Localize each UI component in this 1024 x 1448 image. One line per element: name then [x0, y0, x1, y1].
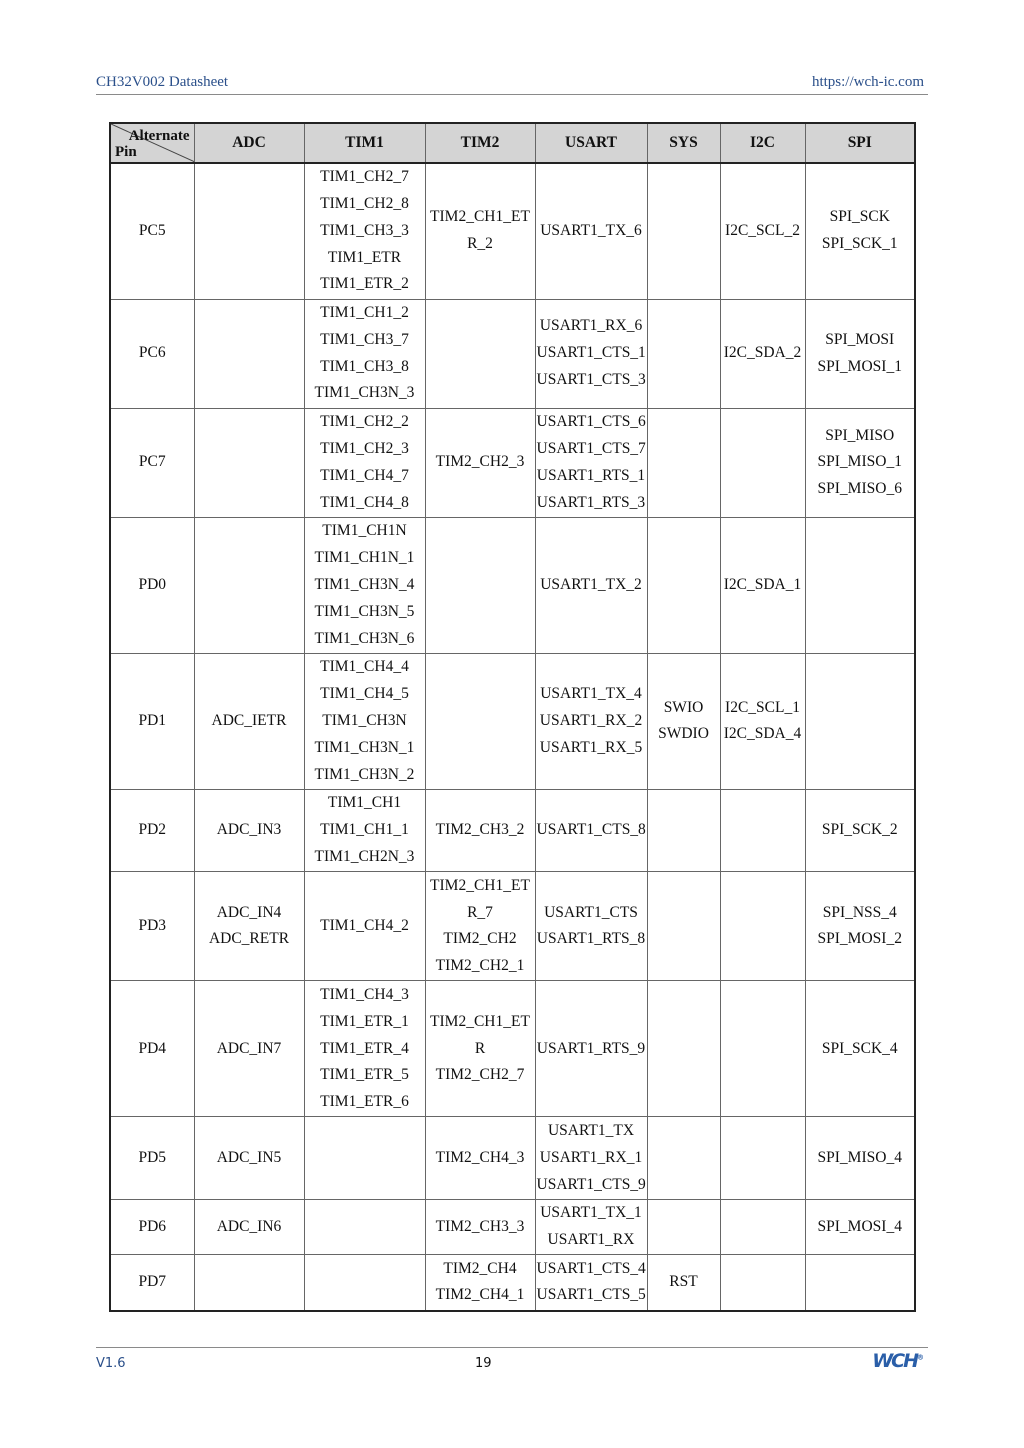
table-row: [110, 408, 915, 517]
tim1-cell: [304, 1199, 425, 1255]
tim1-function-label: TIM1_CH3N_4: [314, 575, 415, 593]
usart-cell: [535, 408, 647, 517]
tim1-function-label: TIM1_CH4_2: [320, 916, 409, 934]
spi-function-label: SPI_MISO_1: [817, 453, 902, 471]
spi-cell: [805, 299, 915, 408]
adc-function-label: ADC_IN5: [216, 1148, 282, 1166]
tim1-function-label: TIM1_ETR: [327, 248, 402, 266]
pin-name-cell: PC7: [110, 408, 194, 517]
adc-cell: [194, 653, 304, 789]
usart-function-label: USART1_CTS_3: [536, 370, 646, 388]
tim1-function-label: TIM1_CH4_8: [320, 493, 409, 511]
pin-name-cell: PD5: [110, 1117, 194, 1199]
tim1-function-label: TIM1_CH2_7: [320, 168, 409, 186]
spi-function-label: SPI_MISO: [825, 426, 895, 444]
column-header-tim1: TIM1: [304, 123, 425, 163]
tim1-cell: [304, 408, 425, 517]
tim1-function-label: TIM1_CH3N_5: [314, 602, 415, 620]
tim1-function-label: TIM1_CH2_8: [320, 195, 409, 213]
i2c-cell: [720, 299, 805, 408]
tim1-cell: [304, 653, 425, 789]
tim1-cell: [304, 1117, 425, 1199]
usart-function-label: USART1_TX_6: [540, 221, 642, 239]
sys-cell: [647, 517, 720, 653]
i2c-cell: [720, 517, 805, 653]
tim2-cell: [425, 163, 535, 299]
tim1-function-label: TIM1_CH1N: [322, 522, 407, 540]
usart-function-label: USART1_RX_6: [539, 317, 643, 335]
tim1-function-label: TIM1_CH1N_1: [314, 549, 415, 567]
tim2-cell: [425, 872, 535, 981]
spi-function-label: SPI_MOSI_1: [817, 357, 902, 375]
usart-function-label: USART1_RX_1: [539, 1148, 643, 1166]
tim1-cell: [304, 1255, 425, 1311]
adc-function-label: ADC_RETR: [208, 930, 290, 948]
sys-function-label: SWIO: [663, 698, 704, 716]
adc-function-label: ADC_IN6: [216, 1217, 282, 1235]
i2c-cell: [720, 1255, 805, 1311]
adc-cell: [194, 872, 304, 981]
adc-cell: [194, 1117, 304, 1199]
usart-function-label: USART1_TX_4: [540, 685, 642, 703]
usart-function-label: USART1_RX_2: [539, 711, 643, 729]
i2c-cell: [720, 1199, 805, 1255]
tim1-function-label: TIM1_CH4_7: [320, 466, 409, 484]
spi-function-label: SPI_MOSI: [825, 330, 895, 348]
tim1-function-label: TIM1_ETR_2: [320, 275, 409, 293]
usart-cell: [535, 163, 647, 299]
sys-cell: [647, 653, 720, 789]
usart-function-label: USART1_CTS_7: [536, 439, 646, 457]
i2c-cell: [720, 653, 805, 789]
tim2-cell: [425, 1117, 535, 1199]
tim1-function-label: TIM1_ETR_5: [320, 1066, 409, 1084]
i2c-function-label: I2C_SDA_2: [723, 344, 802, 362]
adc-function-label: ADC_IN3: [216, 821, 282, 839]
tim1-function-label: TIM1_CH4_4: [320, 658, 409, 676]
tim1-function-label: TIM1_CH4_5: [320, 685, 409, 703]
pin-name-cell: PD1: [110, 653, 194, 789]
i2c-function-label: I2C_SDA_4: [723, 725, 802, 743]
tim1-function-label: TIM1_CH3_3: [320, 221, 409, 239]
spi-cell: [805, 517, 915, 653]
pin-name-cell: PD3: [110, 872, 194, 981]
adc-cell: [194, 1199, 304, 1255]
spi-function-label: SPI_SCK_1: [821, 235, 898, 253]
adc-cell: [194, 517, 304, 653]
sys-cell: [647, 981, 720, 1117]
tim2-function-label: TIM2_CH3_3: [435, 1217, 525, 1235]
tim1-function-label: TIM1_CH3N_1: [314, 738, 415, 756]
pin-name-cell: PD2: [110, 789, 194, 871]
tim1-function-label: TIM1_CH4_3: [320, 985, 409, 1003]
adc-function-label: ADC_IN7: [216, 1039, 282, 1057]
usart-cell: [535, 299, 647, 408]
tim1-function-label: TIM1_CH1: [327, 794, 402, 812]
tim2-function-label: TIM2_CH2_7: [435, 1066, 525, 1084]
usart-function-label: USART1_TX_2: [540, 575, 642, 593]
tim1-cell: [304, 163, 425, 299]
adc-cell: [194, 1255, 304, 1311]
usart-function-label: USART1_CTS: [544, 903, 638, 921]
table-row: [110, 653, 915, 789]
sys-cell: [647, 1199, 720, 1255]
table-row: [110, 789, 915, 871]
usart-function-label: USART1_CTS_4: [536, 1259, 646, 1277]
tim1-function-label: TIM1_ETR_4: [320, 1039, 409, 1057]
tim2-function-label: TIM2_CH3_2: [435, 821, 525, 839]
sys-function-label: RST: [669, 1273, 698, 1291]
corner-label-alternate: Alternate: [128, 128, 190, 144]
usart-function-label: USART1_RTS_8: [536, 930, 646, 948]
usart-function-label: USART1_TX_1: [540, 1204, 642, 1222]
website-link[interactable]: https://wch-ic.com: [811, 74, 924, 90]
adc-cell: [194, 163, 304, 299]
spi-function-label: SPI_SCK_4: [821, 1039, 898, 1057]
column-header-sys: SYS: [647, 123, 720, 163]
tim1-function-label: TIM1_ETR_6: [320, 1093, 409, 1111]
i2c-cell: [720, 163, 805, 299]
wch-logo: [872, 1350, 924, 1372]
column-header-adc: ADC: [194, 123, 304, 163]
pin-name-cell: PD6: [110, 1199, 194, 1255]
usart-cell: [535, 517, 647, 653]
i2c-cell: [720, 408, 805, 517]
adc-cell: [194, 408, 304, 517]
spi-cell: [805, 1117, 915, 1199]
tim2-function-label: R_2: [467, 235, 493, 253]
tim2-function-label: TIM2_CH1_ET: [430, 208, 530, 226]
table-row: [110, 1255, 915, 1311]
tim2-cell: [425, 1255, 535, 1311]
usart-function-label: USART1_CTS_6: [536, 413, 646, 431]
adc-cell: [194, 299, 304, 408]
spi-cell: [805, 408, 915, 517]
adc-function-label: ADC_IN4: [216, 903, 282, 921]
spi-cell: [805, 872, 915, 981]
corner-header-cell: [110, 123, 194, 163]
tim1-function-label: TIM1_CH3N: [322, 711, 407, 729]
usart-function-label: USART1_CTS_1: [536, 344, 646, 362]
table-row: [110, 981, 915, 1117]
tim2-cell: [425, 517, 535, 653]
table-body: [110, 163, 915, 1311]
spi-function-label: SPI_MISO_4: [817, 1148, 902, 1166]
tim2-cell: [425, 299, 535, 408]
tim1-function-label: TIM1_CH3N_6: [314, 629, 415, 647]
tim2-function-label: TIM2_CH2: [443, 930, 517, 948]
page-header: [96, 72, 928, 95]
spi-function-label: SPI_MOSI_2: [817, 930, 902, 948]
sys-cell: [647, 1255, 720, 1311]
tim2-cell: [425, 981, 535, 1117]
tim1-cell: [304, 517, 425, 653]
spi-function-label: SPI_NSS_4: [822, 903, 897, 921]
pin-name-cell: PD0: [110, 517, 194, 653]
sys-cell: [647, 163, 720, 299]
tim1-function-label: TIM1_CH3N_3: [314, 384, 415, 402]
tim2-function-label: TIM2_CH1_ET: [430, 876, 530, 894]
tim2-function-label: R_7: [467, 903, 493, 921]
usart-function-label: USART1_RX_5: [539, 738, 643, 756]
table-row: [110, 163, 915, 299]
i2c-cell: [720, 981, 805, 1117]
usart-function-label: USART1_RX: [547, 1231, 635, 1249]
tim1-function-label: TIM1_CH1_1: [320, 821, 409, 839]
document-title: CH32V002 Datasheet: [96, 74, 229, 90]
i2c-function-label: I2C_SCL_2: [725, 221, 800, 239]
i2c-cell: [720, 872, 805, 981]
adc-cell: [194, 981, 304, 1117]
tim1-function-label: TIM1_CH3N_2: [314, 765, 415, 783]
tim1-cell: [304, 299, 425, 408]
tim2-function-label: TIM2_CH4: [443, 1259, 517, 1277]
alternate-function-table: [109, 122, 916, 1312]
version-label: V1.6: [96, 1356, 126, 1371]
usart-cell: [535, 653, 647, 789]
pin-name-cell: PD4: [110, 981, 194, 1117]
usart-function-label: USART1_CTS_5: [536, 1286, 646, 1304]
usart-cell: [535, 872, 647, 981]
corner-label-pin: Pin: [115, 144, 137, 160]
tim1-function-label: TIM1_CH2_2: [320, 413, 409, 431]
tim1-cell: [304, 981, 425, 1117]
usart-function-label: USART1_RTS_3: [536, 493, 646, 511]
table-row: [110, 299, 915, 408]
adc-cell: [194, 789, 304, 871]
tim2-function-label: TIM2_CH4_1: [435, 1286, 525, 1304]
spi-cell: [805, 789, 915, 871]
spi-cell: [805, 981, 915, 1117]
tim2-cell: [425, 408, 535, 517]
spi-function-label: SPI_SCK_2: [821, 821, 898, 839]
tim1-cell: [304, 872, 425, 981]
tim1-function-label: TIM1_CH1_2: [320, 304, 409, 321]
spi-function-label: SPI_MOSI_4: [817, 1217, 902, 1235]
spi-cell: [805, 1199, 915, 1255]
usart-function-label: USART1_TX: [547, 1121, 635, 1139]
adc-function-label: ADC_IETR: [211, 711, 287, 729]
column-header-tim2: TIM2: [425, 123, 535, 163]
tim2-cell: [425, 653, 535, 789]
sys-cell: [647, 872, 720, 981]
tim1-function-label: TIM1_ETR_1: [320, 1012, 409, 1030]
spi-function-label: SPI_SCK: [829, 208, 890, 226]
i2c-cell: [720, 1117, 805, 1199]
tim1-function-label: TIM1_CH2N_3: [314, 847, 415, 865]
i2c-cell: [720, 789, 805, 871]
pin-name-cell: PC5: [110, 163, 194, 299]
usart-cell: [535, 981, 647, 1117]
page-number: 19: [475, 1356, 492, 1371]
spi-cell: [805, 1255, 915, 1311]
tim2-cell: [425, 1199, 535, 1255]
column-header-usart: USART: [535, 123, 647, 163]
spi-cell: [805, 653, 915, 789]
table-row: [110, 872, 915, 981]
pin-name-cell: PD7: [110, 1255, 194, 1311]
table-row: [110, 517, 915, 653]
tim2-cell: [425, 789, 535, 871]
tim2-function-label: R: [474, 1039, 486, 1057]
table-header-row: [110, 123, 915, 163]
tim2-function-label: TIM2_CH1_ET: [430, 1012, 530, 1030]
i2c-function-label: I2C_SCL_1: [725, 698, 800, 716]
tim2-function-label: TIM2_CH2_1: [435, 957, 525, 975]
usart-function-label: USART1_CTS_8: [536, 821, 646, 839]
registered-mark: ®: [917, 1353, 924, 1362]
i2c-function-label: I2C_SDA_1: [723, 575, 802, 593]
spi-cell: [805, 163, 915, 299]
sys-cell: [647, 789, 720, 871]
usart-cell: [535, 1199, 647, 1255]
page-footer: [96, 1347, 928, 1378]
table-row: [110, 1199, 915, 1255]
usart-cell: [535, 1255, 647, 1311]
table-row: [110, 1117, 915, 1199]
pin-name-cell: PC6: [110, 299, 194, 408]
tim2-function-label: TIM2_CH2_3: [435, 453, 525, 471]
usart-function-label: USART1_RTS_1: [536, 466, 646, 484]
spi-function-label: SPI_MISO_6: [817, 480, 902, 498]
usart-function-label: USART1_RTS_9: [536, 1039, 646, 1057]
column-header-i2c: I2C: [720, 123, 805, 163]
tim1-function-label: TIM1_CH3_8: [320, 357, 409, 375]
column-header-spi: SPI: [805, 123, 915, 163]
tim1-function-label: TIM1_CH2_3: [320, 439, 409, 457]
sys-cell: [647, 299, 720, 408]
logo-text: WCH: [872, 1350, 917, 1372]
sys-cell: [647, 1117, 720, 1199]
sys-cell: [647, 408, 720, 517]
sys-function-label: SWDIO: [658, 725, 709, 743]
tim1-cell: [304, 789, 425, 871]
usart-cell: [535, 1117, 647, 1199]
tim1-function-label: TIM1_CH3_7: [320, 330, 409, 348]
usart-cell: [535, 789, 647, 871]
tim2-function-label: TIM2_CH4_3: [435, 1148, 525, 1166]
usart-function-label: USART1_CTS_9: [536, 1175, 646, 1193]
